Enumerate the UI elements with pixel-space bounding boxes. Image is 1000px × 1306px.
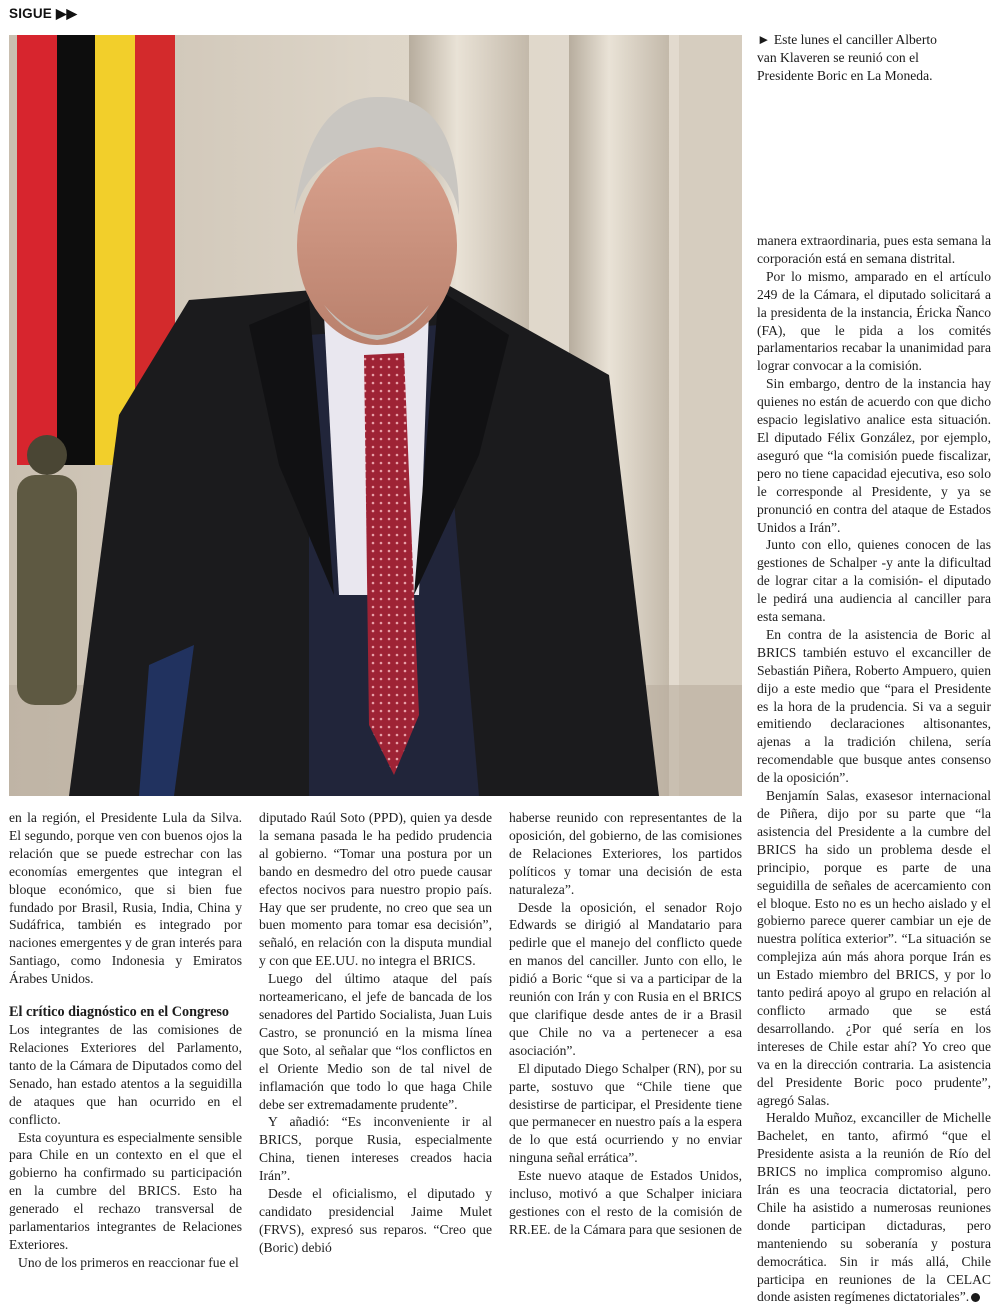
paragraph: Heraldo Muñoz, excanciller de Michelle Bachelet, en tanto, afirmó “que el Presidente asista a la reunión de Río del BRICS no implica compromiso alguno. Irán es una teocracia dictatorial, pero Chile ha asistido a numerosas reuniones donde participan dictaduras, pero manteniendo su soberanía y postura democrática. Sin ir más allá, Chile participa en reuniones de la CELAC donde asisten regímenes dictatoriales”. [757, 1110, 991, 1305]
paragraph: Benjamín Salas, exasesor internacional de Piñera, dijo por su parte que “la asistencia del Presidente a la cumbre del BRICS ha sido un problema desde el principio, porque es parte de una seguidilla de señales de acercamiento con el bloque. Esto no es un hecho aislado y el gobierno parece querer cambiar un eje de nuestra política exterior”. “La situación se complejiza aún más ahora porque Irán es un Estado miembro del BRICS, y por lo tanto pedirá apoyo al grupo en relación al conflicto armado que se está desarrollando. ¿Por qué sería en los intereses de Chile estar ahí? Yo creo que va en la dirección contraria. La asistencia del Presidente Boric poco prudente”, agregó Salas. [757, 788, 991, 1108]
paragraph: Este nuevo ataque de Estados Unidos, incluso, motivó a que Schalper iniciara gestiones con el resto de la comisión de RR.EE. de la Cámara para que sesionen de [509, 1168, 742, 1237]
paragraph: Sin embargo, dentro de la instancia hay quienes no están de acuerdo con que dicho espacio legislativo analice esta situación. El diputado Félix González, por ejemplo, aseguró que “la comisión puede fiscalizar, pero no tiene capacidad ejecutiva, eso solo le corresponde al Presidente, y ya se pronunció en contra del ataque de Estados Unidos a Irán”. [757, 376, 991, 535]
paragraph: En contra de la asistencia de Boric al BRICS también estuvo el excanciller de Sebastián Piñera, Roberto Ampuero, quien dijo a este medio que “para el Presidente es la hora de la prudencia. Si va a seguir emitiendo declaraciones altisonantes, ajenas a la tradición chilena, sería recomendable que busque antes consenso de la oposición”. [757, 626, 991, 786]
paragraph: manera extraordinaria, pues esta semana la corporación está en semana distrital. [757, 233, 991, 266]
paragraph: Y añadió: “Es inconveniente ir al BRICS, porque Rusia, especialmente China, tienen intereses creados hacia Irán”. [259, 1114, 492, 1184]
paragraph: Desde la oposición, el senador Rojo Edwards se dirigió al Mandatario para pedirle que el manejo del conflicto quede en manos del canciller. Junto con ello, le pidió a Boric “que si va a participar de la reunión con Irán y con Rusia en el BRICS que clarifique desde antes de ir a Brasil que Chile no va a pertenecer a esa asociación”. [509, 899, 742, 1058]
paragraph: Los integrantes de las comisiones de Relaciones Exteriores del Parlamento, tanto de la Cámara de Diputados como del Senado, han estado atentos a la seguidilla de ataques que han ocurrido en el conflicto. [9, 1022, 242, 1127]
paragraph: Por lo mismo, amparado en el artículo 249 de la Cámara, el diputado solicitará a la presidenta de la instancia, Éricka Ñanco (FA), que le pida a los comités parlamentarios recabar la unanimidad para lograr convocar a la comisión. [757, 268, 991, 374]
paragraph: Uno de los primeros en reaccionar fue el [18, 1254, 239, 1270]
paragraph: Esta coyuntura es especialmente sensible para Chile en un contexto en el que el gobierno ha confirmado su participación en la cumbre del BRICS. Esto ha generado el rechazo transversal de parlamentarios integrantes de Relaciones Exteriores. [9, 1129, 242, 1252]
section-heading: El crítico diagnóstico en el Congreso [9, 1004, 230, 1021]
paragraph: El diputado Diego Schalper (RN), por su parte, sostuvo que “Chile tiene que desistirse de participar, el Presidente tiene que permanecer en nuestro país a la espera de lo que está ocurriendo y no enviar ninguna señal errática”. [509, 1060, 742, 1166]
article-column-2 [259, 809, 492, 1257]
article-column-3 [509, 809, 742, 1239]
paragraph: Desde el oficialismo, el diputado y candidato presidencial Jaime Mulet (FRVS), expresó sus reparos. “Creo que (Boric) debió [259, 1186, 492, 1255]
paragraph: haberse reunido con representantes de la oposición, del gobierno, de las comisiones de Relaciones Exteriores, los partidos políticos y tomar una decisión de esta naturaleza”. [509, 810, 742, 897]
article-column-4 [757, 232, 991, 1306]
paragraph: Junto con ello, quienes conocen de las gestiones de Schalper -y ante la dificultad de lograr citar a la comisión- el diputado le pedirá una audiencia al canciller para esta semana. [757, 537, 991, 625]
paragraph: Luego del último ataque del país norteamericano, el jefe de bancada de los senadores del Partido Socialista, Juan Luis Castro, se pronunció en la misma línea que Soto, al señalar que “los conflictos en el Oriente Medio son de tal nivel de inflamación que todo lo que haga Chile debe ser extremadamente prudente”. [259, 971, 492, 1112]
paragraph: diputado Raúl Soto (PPD), quien ya desde la semana pasada le ha pedido prudencia al gobierno. “Tomar una postura por un bando en desmedro del otro puede causar efectos nocivos para nuestro propio país. Hay que ser prudente, no creo que sea un buen momento para tomar esa decisión”, señaló, en relación con la disputa mundial y con que EE.UU. no integra el BRICS. [259, 810, 492, 969]
photo-caption: ► Este lunes el canciller Alberto van Klaveren se reunió con el Presidente Boric en La Moneda. [757, 32, 937, 83]
news-photo [9, 35, 742, 796]
section-continues-label: SIGUE ▶▶ [9, 6, 78, 21]
article-column-1 [9, 809, 242, 1272]
photo-canciller-la-moneda-icon [9, 35, 742, 796]
paragraph: en la región, el Presidente Lula da Silva. El segundo, porque ven con buenos ojos la relación que se puede estrechar con las economías emergentes que integran el bloque económico, que si bien fue fundado por Brasil, Rusia, India, China y Sudáfrica, también es integrado por naciones emergentes y de gran interés para Santiago, como Indonesia y Emiratos Árabes Unidos. [9, 810, 243, 987]
